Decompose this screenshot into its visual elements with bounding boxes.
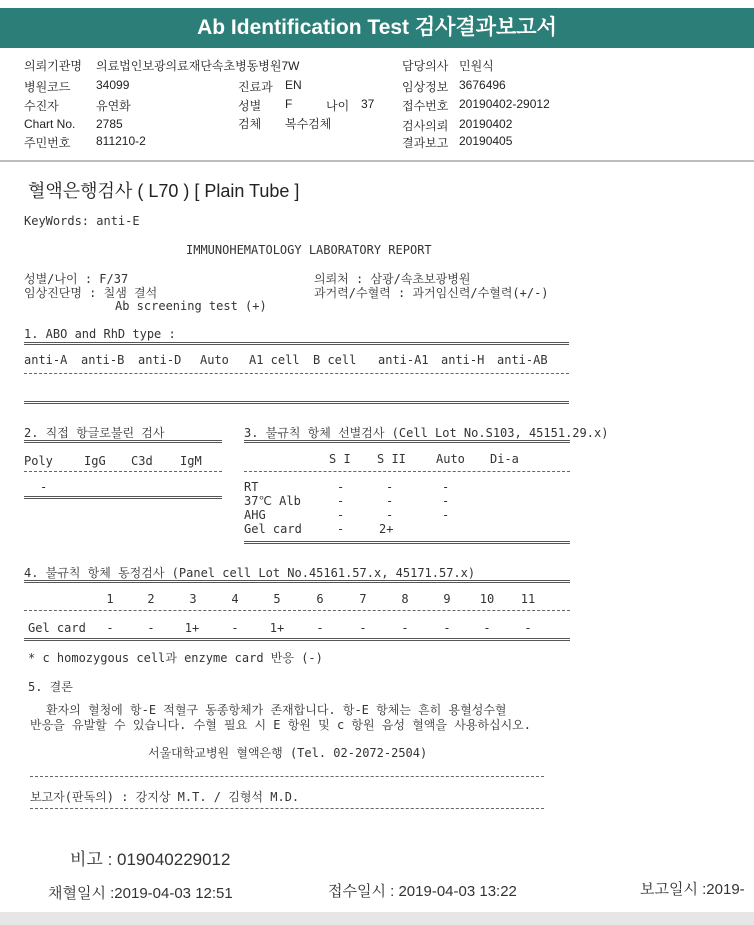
screen-row-label: AHG: [244, 508, 266, 522]
screen-title: 3. 불규칙 항체 선별검사 (Cell Lot No.S103, 45151.29.x): [244, 426, 609, 440]
clinical-diagnosis: 임상진단명 : 칠샘 결석: [24, 286, 158, 300]
panel-value: -: [401, 621, 409, 635]
collected-datetime: 채혈일시 :2019-04-03 12:51: [48, 885, 233, 902]
referrer: 의뢰처 : 삼광/속초보광병원: [314, 272, 471, 286]
screen-value: -: [386, 480, 394, 494]
patient-sex-age: 성별/나이 : F/37: [24, 272, 129, 286]
header-label: 주민번호: [24, 136, 71, 150]
divider: [244, 471, 570, 472]
panel-value: -: [147, 621, 155, 635]
abo-header: A1 cell: [249, 353, 300, 367]
panel-header: 4: [231, 592, 239, 606]
header-label: 성별: [238, 99, 262, 113]
dat-title: 2. 직접 항글로불린 검사: [24, 426, 165, 440]
abo-header: anti-H: [441, 353, 485, 367]
abo-header: anti-A: [24, 353, 68, 367]
divider: [24, 373, 569, 374]
panel-header: 3: [189, 592, 197, 606]
abo-header: anti-B: [81, 353, 125, 367]
abo-header: Auto: [200, 353, 229, 367]
screen-header: Di-a: [490, 452, 519, 466]
age-value: 37: [361, 97, 375, 111]
institution: 서울대학교병원 혈액은행 (Tel. 02-2072-2504): [148, 746, 428, 760]
divider: [30, 808, 544, 809]
panel-value: 1+: [269, 621, 285, 635]
screen-value: -: [337, 508, 345, 522]
abo-header: anti-AB: [497, 353, 548, 367]
screen-header: Auto: [436, 452, 465, 466]
conclusion-title: 5. 결론: [28, 680, 73, 694]
header-label: 병원코드: [24, 80, 71, 94]
panel-header: 7: [359, 592, 367, 606]
panel-header: 11: [520, 592, 536, 606]
screen-value: -: [386, 494, 394, 508]
conclusion-line: 반응을 유발할 수 있습니다. 수혈 필요 시 E 항원 및 c 항원 음성 혈액을 사용하십시오.: [30, 718, 531, 732]
panel-value: -: [483, 621, 491, 635]
header-value: 3676496: [459, 78, 506, 92]
header-value: 유연화: [96, 99, 131, 113]
header-label: 결과보고: [402, 136, 449, 150]
panel-value: -: [231, 621, 239, 635]
header-value: 20190405: [459, 134, 513, 148]
divider: [244, 440, 570, 443]
header-label: 담당의사: [402, 59, 449, 73]
bottom-scroll-area: [0, 912, 754, 925]
divider: [24, 638, 570, 641]
header-label: Chart No.: [24, 117, 76, 131]
panel-header: 2: [147, 592, 155, 606]
screen-row-label: RT: [244, 480, 259, 494]
panel-value: -: [443, 621, 451, 635]
dat-header: Poly: [24, 454, 53, 468]
screen-value: -: [337, 480, 345, 494]
abo-header: anti-D: [138, 353, 182, 367]
screen-value: -: [337, 522, 345, 536]
reported-datetime: 보고일시 :2019-: [640, 881, 745, 898]
screen-header: S I: [329, 452, 351, 466]
header-value: 복수검체: [285, 117, 332, 131]
divider: [24, 440, 222, 443]
screen-row-label: 37℃ Alb: [244, 494, 301, 508]
screen-value: -: [442, 508, 450, 522]
panel-value: -: [106, 621, 114, 635]
header-value: F: [285, 97, 293, 111]
panel-header: 1: [106, 592, 114, 606]
header-value: 20190402: [459, 117, 513, 131]
header-label: 접수번호: [402, 99, 449, 113]
header-label: 의뢰기관명: [24, 59, 82, 73]
header-label: 수진자: [24, 99, 59, 113]
screen-value: 2+: [379, 522, 394, 536]
header-value: 민원식: [459, 59, 494, 73]
panel-note: * c homozygous cell과 enzyme card 반응 (-): [28, 651, 323, 665]
report-banner-title: Ab Identification Test 검사결과보고서: [0, 8, 754, 48]
keywords: KeyWords: anti-E: [24, 214, 140, 228]
header-label: 검사의뢰: [402, 119, 449, 133]
header-value: EN: [285, 78, 302, 92]
panel-header: 6: [316, 592, 324, 606]
screen-value: -: [386, 508, 394, 522]
panel-title: 4. 불규칙 항체 동정검사 (Panel cell Lot No.45161.57.x, 45171.57.x): [24, 566, 476, 580]
header-value: 2785: [96, 117, 123, 131]
screen-row-label: Gel card: [244, 522, 302, 536]
header-label: 임상정보: [402, 80, 449, 94]
divider: [24, 580, 570, 583]
panel-header: 8: [401, 592, 409, 606]
header-separator: [0, 160, 754, 162]
divider: [24, 610, 570, 611]
panel-value: -: [359, 621, 367, 635]
abo-header: B cell: [313, 353, 357, 367]
abo-title: 1. ABO and RhD type :: [24, 327, 176, 341]
divider: [244, 541, 570, 544]
remark: 비고 : 019040229012: [70, 850, 231, 869]
reporter: 보고자(판독의) : 강지상 M.T. / 김형석 M.D.: [30, 790, 300, 804]
dat-header: IgG: [84, 454, 106, 468]
panel-header: 9: [443, 592, 451, 606]
lab-report-title: IMMUNOHEMATOLOGY LABORATORY REPORT: [186, 243, 432, 257]
header-value: 의료법인보광의료재단속초병동병원7W: [96, 59, 300, 73]
divider: [24, 342, 569, 345]
dat-header: IgM: [180, 454, 202, 468]
header-value: 34099: [96, 78, 130, 92]
header-value: 811210-2: [96, 134, 146, 148]
header-value: 20190402-29012: [459, 97, 550, 111]
screen-header: S II: [377, 452, 406, 466]
abo-header: anti-A1: [378, 353, 429, 367]
divider: [30, 776, 544, 777]
panel-row-label: Gel card: [28, 621, 86, 635]
screening-note: Ab screening test (+): [115, 299, 267, 313]
panel-header: 10: [479, 592, 495, 606]
panel-value: -: [524, 621, 532, 635]
section-title: 혈액은행검사 ( L70 ) [ Plain Tube ]: [28, 181, 300, 201]
conclusion-line: 환자의 혈청에 항-E 적혈구 동종항체가 존재합니다. 항-E 항체는 흔히 용혈성수혈: [46, 703, 507, 717]
screen-value: -: [442, 480, 450, 494]
header-label: 진료과: [238, 80, 273, 94]
age-label: 나이: [326, 99, 350, 113]
panel-header: 5: [273, 592, 281, 606]
screen-value: -: [442, 494, 450, 508]
screen-value: -: [337, 494, 345, 508]
divider: [24, 496, 222, 499]
dat-value: -: [40, 480, 48, 494]
divider: [24, 471, 222, 472]
transfusion-history: 과거력/수혈력 : 과거임신력/수혈력(+/-): [314, 286, 549, 300]
divider: [24, 401, 569, 404]
dat-header: C3d: [131, 454, 153, 468]
panel-value: 1+: [184, 621, 200, 635]
received-datetime: 접수일시 : 2019-04-03 13:22: [328, 883, 517, 900]
header-label: 검체: [238, 117, 262, 131]
panel-value: -: [316, 621, 324, 635]
